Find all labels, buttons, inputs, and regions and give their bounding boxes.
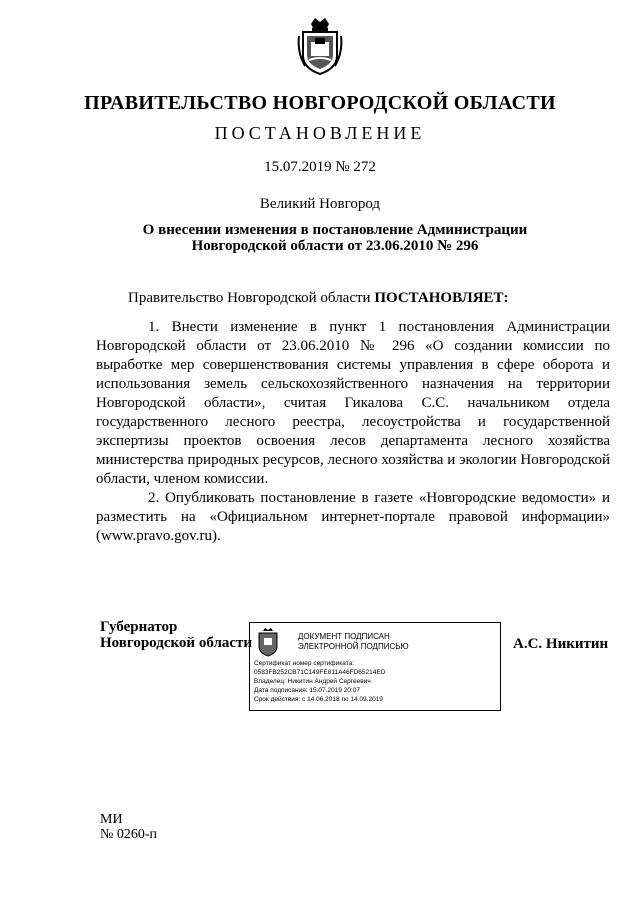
footer-registration [100,812,157,842]
preamble [128,290,509,307]
document-body [96,318,610,546]
city: Великий Новгород [259,196,381,212]
electronic-signature-stamp [249,622,501,711]
paragraph-1: 1. Внести изменение в пункт 1 постановления Администрации Новгородской области от 23.06.2010 № 296 «О создании комиссии по выработке мер совершенствования системы управления в сфере оборота и использования земель сельскохозяйственного назначения на территории Новгородской области», считая Гикалова С.С. начальником отдела государственного лесного реестра, лесоустройства и государственной экспертизы проектов освоения лесов департамента лесного хозяйства министерства природных ресурсов, лесного хозяйства и экологии Новгородской области, членом комиссии. [96,319,610,487]
paragraph-2: 2. Опубликовать постановление в газете «Новгородские ведомости» и разместить на «Официальном интернет-портале правовой информации» (www.pravo.gov.ru). [96,490,610,544]
subject-line-1: О внесении изменения в постановление Администрации [142,222,528,238]
signature-emblem-icon [256,627,280,657]
preamble-decree: ПОСТАНОВЛЯЕТ: [374,290,509,306]
signature-stamp-details [254,659,385,704]
cert-validity: Срок действия: с 14.06.2018 по 14.09.2019 [254,696,383,703]
position-line-2: Новгородской области [100,635,253,651]
footer-number: № 0260-п [100,827,158,842]
stamp-line-2: ЭЛЕКТРОННОЙ ПОДПИСЬЮ [298,642,409,651]
signing-date: Дата подписания: 15.07.2019 20:07 [254,687,360,694]
cert-number: 0583FB252CB71C149FE811A46FD65214ED [254,669,386,676]
stamp-line-1: ДОКУМЕНТ ПОДПИСАН [298,632,390,641]
date-number: 15.07.2019 № 272 [264,159,376,175]
subject-line-2: Новгородской области от 23.06.2010 № 296 [191,238,479,254]
signatory-position [100,619,252,651]
preamble-text: Правительство Новгородской области [128,290,375,306]
coat-of-arms-icon [297,12,343,76]
cert-owner: Владелец: Никитин Андрей Сергеевич [254,678,371,685]
document-type: ПОСТАНОВЛЕНИЕ [214,123,426,143]
signature-stamp-heading [298,632,448,652]
cert-label: Сертификат номер сертификата: [254,660,355,667]
footer-initials: МИ [100,812,123,827]
signer-name: А.С. Никитин [513,636,609,652]
government-title: ПРАВИТЕЛЬСТВО НОВГОРОДСКОЙ ОБЛАСТИ [84,92,556,114]
position-line-1: Губернатор [100,619,178,635]
document-subject [120,222,550,254]
